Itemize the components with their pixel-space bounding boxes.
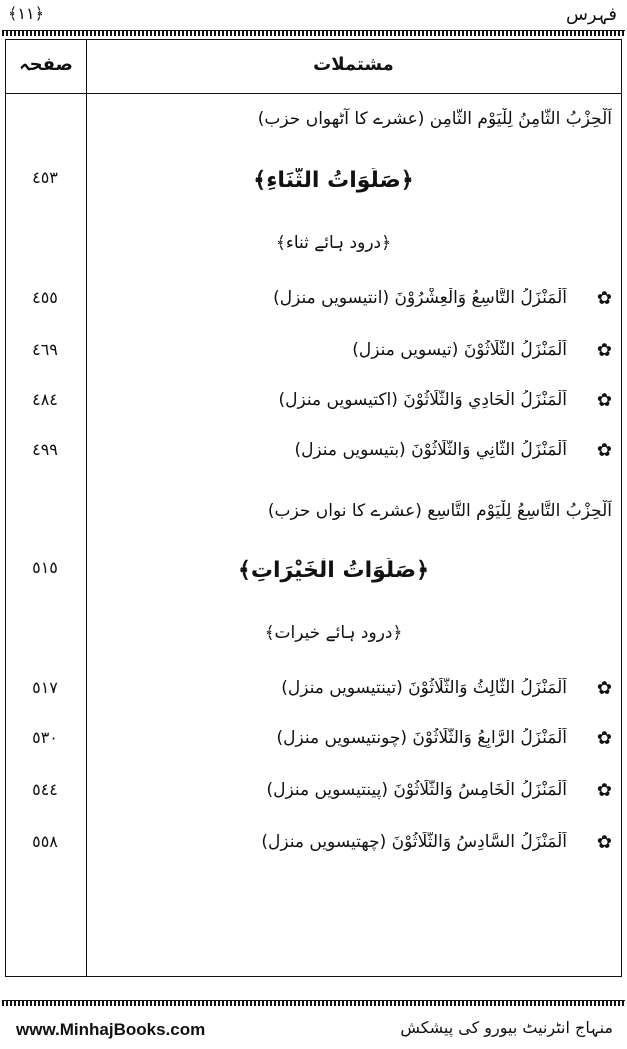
table-row[interactable] (5, 440, 622, 476)
subtitle-text: ﴿درود ہائے ثناء﴾ (275, 233, 392, 253)
entry-text: اَلْمَنْزَلُ الْخَامِسُ وَالثَّلَاثُوْنَ (پینتیسویں منزل) (266, 780, 567, 800)
footer-rule (2, 1000, 625, 1006)
table-row (5, 108, 622, 144)
entry-text: اَلْمَنْزَلُ التَّاسِعُ وَالْعِشْرُوْنَ (انتیسویں منزل) (273, 288, 567, 308)
flower-star-icon: ✿ (596, 678, 612, 699)
page-number-cell: ٤٥٣ (32, 168, 58, 187)
table-row[interactable] (5, 780, 622, 816)
page-number-cell: ٤٥٥ (32, 288, 58, 307)
column-header-contents: مشتملات (313, 54, 394, 75)
entry-text: اَلْمَنْزَلُ الْحَادِي وَالثَّلَاثُوْنَ (اکتیسویں منزل) (278, 390, 567, 410)
table-row (5, 500, 622, 536)
flower-star-icon: ✿ (596, 832, 612, 853)
entry-text: اَلْمَنْزَلُ السَّادِسُ وَالثَّلَاثُوْنَ (چھتیسویں منزل) (261, 832, 567, 852)
header-divider (6, 93, 621, 94)
table-row[interactable] (5, 832, 622, 868)
flower-star-icon: ✿ (596, 390, 612, 411)
table-row[interactable] (5, 340, 622, 376)
section-title-text: ﴿صَلَوَاتُ الثَّنَاءِ﴾ (253, 168, 414, 193)
entry-text: اَلْمَنْزَلُ الثَّانِي وَالثَّلَاثُوْنَ (بتیسویں منزل) (294, 440, 567, 460)
subtitle-text: ﴿درود ہائے خیرات﴾ (264, 623, 403, 643)
page-number-cell: ٥٤٤ (32, 780, 58, 799)
entry-text: اَلْمَنْزَلُ الثَّلَاثُوْنَ (تیسویں منزل) (352, 340, 567, 360)
page-number: ﴿١١﴾ (8, 4, 44, 23)
heading-text: اَلْحِزْبُ الثَّامِنُ لِلْيَوْمِ الثَّامِنِ (عشرے کا آٹھواں حزب) (257, 109, 612, 129)
page-number-cell: ٥١٧ (32, 678, 58, 697)
flower-star-icon: ✿ (596, 780, 612, 801)
heading-text: اَلْحِزْبُ التَّاسِعُ لِلْيَوْمِ التَّاسِعِ (عشرے کا نواں حزب) (267, 501, 612, 521)
page-number-cell: ٥٣٠ (32, 728, 58, 747)
table-row[interactable] (5, 390, 622, 426)
section-title: فہرس (565, 4, 617, 25)
page-number-cell: ٤٦٩ (32, 340, 58, 359)
table-row[interactable] (5, 728, 622, 764)
table-row[interactable] (5, 678, 622, 714)
header-rule (2, 30, 625, 36)
flower-star-icon: ✿ (596, 440, 612, 461)
table-row (5, 622, 622, 658)
footer-credit: منہاج انٹرنیٹ بیورو کی پیشکش (400, 1018, 613, 1037)
page-number-cell: ٤٨٤ (32, 390, 58, 409)
entry-text: اَلْمَنْزَلُ الثَّالِثُ وَالثَّلَاثُوْنَ (تینتیسویں منزل) (281, 678, 567, 698)
table-row (5, 168, 622, 204)
flower-star-icon: ✿ (596, 288, 612, 309)
page-number-cell: ٤٩٩ (32, 440, 58, 459)
flower-star-icon: ✿ (596, 728, 612, 749)
table-row[interactable] (5, 288, 622, 324)
entry-text: اَلْمَنْزَلُ الرَّابِعُ وَالثَّلَاثُوْنَ (چونتیسویں منزل) (276, 728, 567, 748)
footer-website-link[interactable]: www.MinhajBooks.com (16, 1020, 206, 1039)
flower-star-icon: ✿ (596, 340, 612, 361)
table-row (5, 558, 622, 594)
table-row (5, 232, 622, 268)
column-header-page: صفحہ (19, 54, 73, 75)
section-title-text: ﴿صَلَوَاتُ الْخَيْرَاتِ﴾ (237, 558, 430, 583)
page-number-cell: ٥٥٨ (32, 832, 58, 851)
page-number-cell: ٥١٥ (32, 558, 58, 577)
